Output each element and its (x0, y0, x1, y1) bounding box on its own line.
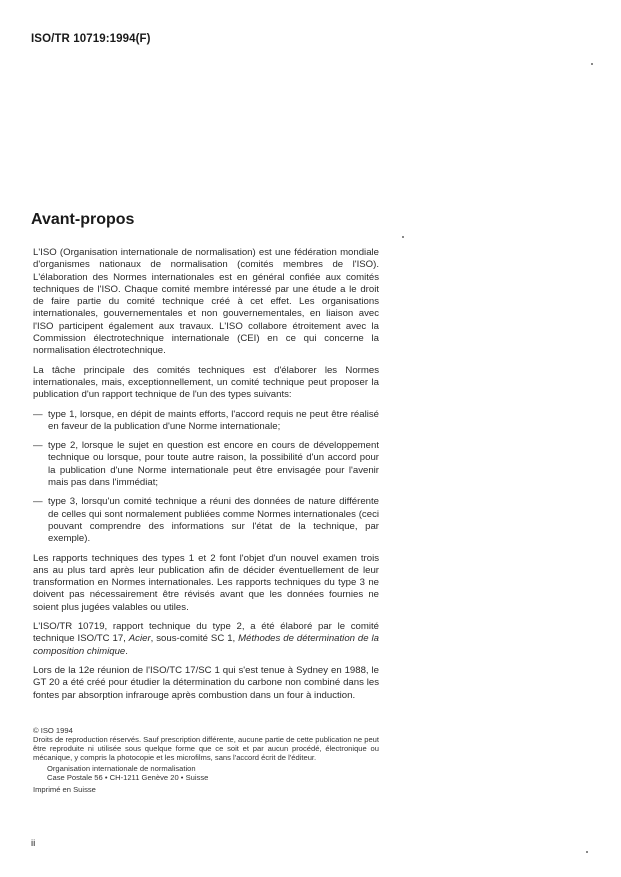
list-item (33, 496, 379, 545)
list-item-text: type 1, lorsque, en dépit de maints efforts, l'accord requis ne peut être réalisé en faveur de la publication d'une Norme internationale; (48, 408, 379, 432)
section-title: Avant-propos (31, 211, 135, 228)
document-id: ISO/TR 10719:1994(F) (31, 33, 151, 45)
organisation-name: Organisation internationale de normalisation (47, 764, 196, 773)
organisation-address: Case Postale 56 • CH-1211 Genève 20 • Suisse (47, 773, 209, 782)
dash-marker: — (33, 496, 43, 508)
list-item-text: type 2, lorsque le sujet en question est encore en cours de développement technique ou lorsque, pour toute autre raison, la possibilité d'un accord pour la publication d'une Norme internationale peut être envisagée pour l'avenir mais pas dans l'immédiat; (48, 440, 379, 489)
scan-speck (586, 851, 588, 853)
paragraph-committee (33, 621, 379, 658)
committee-name: Acier (128, 633, 151, 645)
foreword-body (33, 247, 379, 709)
committee-lead-text: L'ISO/TR 10719, rapport technique du type 2, a été élaboré par le comité technique ISO/TC 17, (33, 621, 379, 645)
subcommittee-name: Méthodes de détermination de la composition chimique (33, 633, 380, 657)
list-item (33, 440, 379, 489)
list-item-text: type 3, lorsqu'un comité technique a réuni des données de nature différente de celles qui sont normalement publiées comme Normes internationales (ceci pouvant comprendre des informations sur l'état de la technique, par exemple). (48, 496, 379, 545)
scan-speck (591, 63, 593, 65)
list-item (33, 409, 379, 434)
copyright-footer (33, 726, 379, 794)
dash-marker: — (33, 440, 43, 452)
dash-marker: — (33, 408, 43, 420)
copyright-line: © ISO 1994 (33, 726, 73, 735)
rights-notice: Droits de reproduction réservés. Sauf prescription différente, aucune partie de cette publication ne peut être reproduite ni utilisée sous quelque forme que ce soit et par aucun procédé, électronique ou mécanique, y compris la photocopie et les microfilms, sans l'accord écrit de l'éditeur. (33, 735, 380, 762)
scan-speck (402, 236, 404, 238)
committee-end-text: . (125, 645, 128, 657)
committee-middle-text: , sous-comité SC 1, (150, 633, 239, 645)
paragraph-working-group: Lors de la 12e réunion de l'ISO/TC 17/SC 1 qui s'est tenue à Sydney en 1988, le GT 20 a été créé pour étudier la détermination du carbone non combiné dans les fontes par absorption infrarouge après combustion dans un four à induction. (33, 664, 379, 701)
paragraph-technical-reports: La tâche principale des comités techniques est d'élaborer les Normes internationales, mais, exceptionnellement, un comité technique peut proposer la publication d'un rapport technique de l'un des types suivants: (33, 364, 379, 401)
page-number: ii (31, 838, 36, 849)
paragraph-iso-intro: L'ISO (Organisation internationale de normalisation) est une fédération mondiale d'organismes nationaux de normalisation (comités membres de l'ISO). L'élaboration des Normes internationales est en général confiée aux comités techniques de l'ISO. Chaque comité membre intéressé par une étude a le droit de faire partie du comité technique créé à cet effet. Les organisations internationales, gouvernementales et non gouvernementales, en liaison avec l'ISO participent également aux travaux. L'ISO collabore étroitement avec la Commission électrotechnique internationale (CEI) en ce qui concerne la normalisation électrotechnique. (33, 247, 379, 357)
printed-in: Imprimé en Suisse (33, 785, 96, 794)
paragraph-review: Les rapports techniques des types 1 et 2 font l'objet d'un nouvel examen trois ans au plus tard après leur publication afin de décider éventuellement de leur transformation en Normes internationales. Les rapports techniques du type 3 ne doivent pas nécessairement être révisés avant que les données fournies ne soient plus jugées valables ou utiles. (33, 552, 379, 613)
